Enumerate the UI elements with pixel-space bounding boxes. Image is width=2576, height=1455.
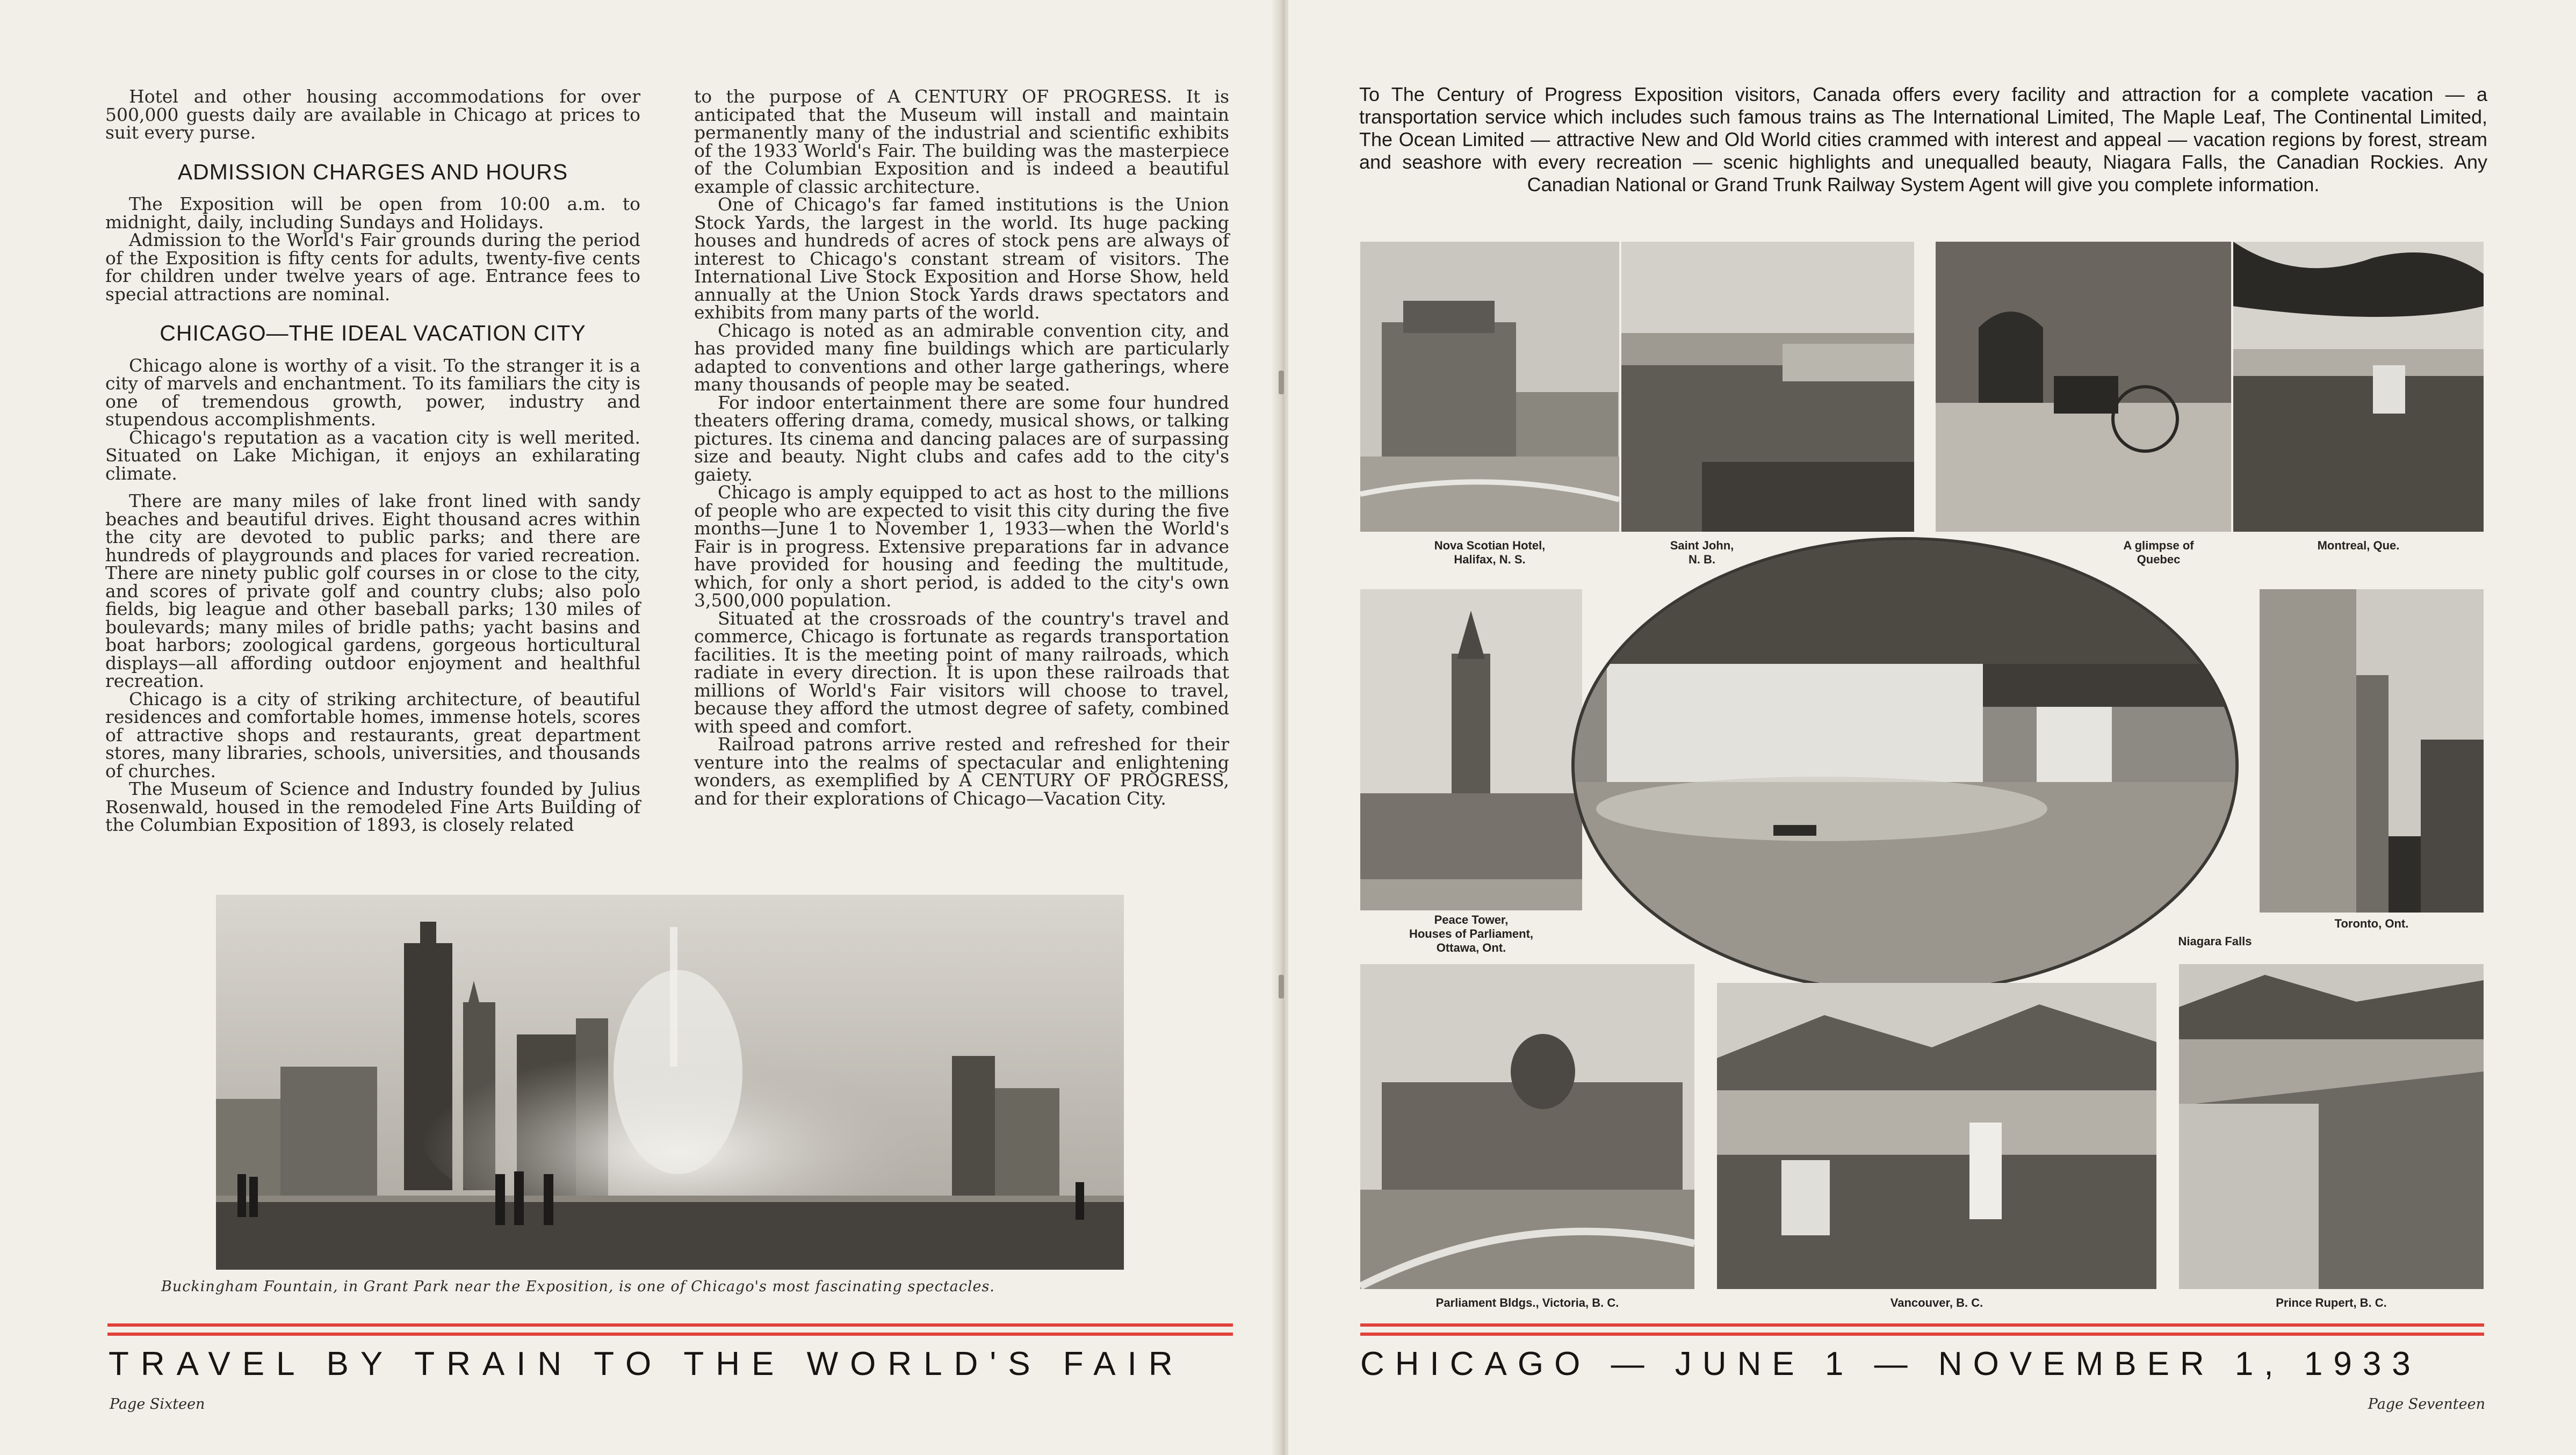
staple-top <box>1279 371 1284 394</box>
fountain-caption: Buckingham Fountain, in Grant Park near the Exposition, is one of Chicago's most fascinating spectacles. <box>161 1278 995 1295</box>
nova-scotian-hotel-photo <box>1360 242 1619 532</box>
caption-victoria: Parliament Bldgs., Victoria, B. C. <box>1435 1296 1619 1309</box>
right-page <box>1288 0 2576 1455</box>
paragraph-open-hours: The Exposition will be open from 10:00 a.m. to midnight, daily, including Sundays and Holidays. <box>105 193 640 233</box>
montreal-photo <box>2233 242 2484 532</box>
red-rule-bottom-right <box>1360 1333 2484 1336</box>
paragraph-hotel: Hotel and other housing accommodations for over 500,000 guests daily are available in Chicago at prices to suit every purse. <box>105 86 640 143</box>
paragraph-reputation: Chicago's reputation as a vacation city is well merited. Situated on Lake Michigan, it enjoys an exhilarating climate. <box>105 426 640 484</box>
paragraph-purpose: to the purpose of A CENTURY OF PROGRESS. It is anticipated that the Museum will install and maintain permanently many of the industrial and scientific exhibits of the 1933 World's Fair. The building was the masterpiece of the Columbian Exposition and is indeed a beautiful example of classic architecture. <box>694 86 1229 197</box>
caption-nova-scotian: Nova Scotian Hotel, Halifax, N. S. <box>1434 539 1546 566</box>
caption-niagara: Niagara Falls <box>2178 935 2252 948</box>
paragraph-lake-front: There are many miles of lake front lined with sandy beaches and beautiful drives. Eight thousand acres within the city are devoted to public parks; and there are hundreds of playgrounds and places for varied recreation. There are ninety public golf courses in or close to the city, and scores of private golf and country clubs; also polo fields, big league and other baseball parks; 130 miles of boulevards; many miles of bridle paths; yacht basins and boat harbors; zoological gardens, gorgeous horticultural displays—all affording outdoor enjoyment and healthful recreation. <box>105 490 640 691</box>
staple-bottom <box>1279 975 1284 998</box>
left-page <box>0 0 1279 1455</box>
red-rule-bottom <box>107 1333 1233 1336</box>
quebec-photo <box>1936 242 2231 532</box>
toronto-photo <box>2260 589 2484 913</box>
paragraph-chicago-alone: Chicago alone is worthy of a visit. To the stranger it is a city of marvels and enchantment. To its familiars the city is one of tremendous growth, power, industry and stupendous accomplishments. <box>105 354 640 430</box>
page-number-right: Page Seventeen <box>2368 1396 2485 1413</box>
saint-john-photo <box>1621 242 1914 532</box>
niagara-falls-photo <box>1571 537 2239 994</box>
caption-montreal: Montreal, Que. <box>2317 539 2400 552</box>
caption-toronto: Toronto, Ont. <box>2334 917 2409 930</box>
prince-rupert-photo <box>2179 964 2484 1289</box>
paragraph-architecture: Chicago is a city of striking architecture, of beautiful residences and comfortable homes, immense hotels, scores of attractive shops and restaurants, great department stores, many libraries, schools, universities, and thousands of churches. <box>105 688 640 781</box>
paragraph-museum: The Museum of Science and Industry founded by Julius Rosenwald, housed in the remodeled Fine Arts Building of the Columbian Exposition of 1893, is closely related <box>105 778 640 835</box>
caption-peace-tower: Peace Tower, Houses of Parliament, Ottawa, Ont. <box>1409 913 1534 954</box>
banner-chicago-dates: CHICAGO — JUNE 1 — NOVEMBER 1, 1933 <box>1360 1345 2421 1382</box>
left-text-column <box>105 88 640 834</box>
heading-vacation-city: CHICAGO—THE IDEAL VACATION CITY <box>160 321 586 345</box>
peace-tower-photo <box>1360 589 1582 910</box>
paragraph-stock-yards: One of Chicago's far famed institutions is the Union Stock Yards, the largest in the world. Its huge packing houses and hundreds of acres of stock pens are always of interest to Chicago's constant stream of visitors. The International Live Stock Exposition and Horse Show, held annually at the Union Stock Yards draws spectators and exhibits from many parts of the world. <box>694 194 1229 323</box>
canada-intro-paragraph: To The Century of Progress Exposition visitors, Canada offers every facility and attraction for a complete vacation — a transportation service which includes such famous trains as The International Limited, The Maple Leaf, The Continental Limited, The Ocean Limited — attractive New and Old World cities crammed with interest and appeal — vacation regions by forest, stream and seashore with every recreation — scenic highlights and unequalled beauty, Niagara Falls, the Canadian Rockies. Any Canadian National or Grand Trunk Railway System Agent will give you complete information. <box>1359 83 2487 196</box>
caption-vancouver: Vancouver, B. C. <box>1890 1296 1983 1309</box>
vancouver-photo <box>1717 983 2156 1289</box>
buckingham-fountain-photo <box>216 895 1124 1270</box>
paragraph-admission: Admission to the World's Fair grounds during the period of the Exposition is fifty cents for adults, twenty-five cents for children under twelve years of age. Entrance fees to special attractions are nominal. <box>105 229 640 305</box>
paragraph-convention: Chicago is noted as an admirable convention city, and has provided many fine buildings which are particularly adapted to conventions and other large gatherings, where many thousands of people may be seated. <box>694 320 1229 395</box>
red-rule-top-right <box>1360 1323 2484 1327</box>
paragraph-host: Chicago is amply equipped to act as host to the millions of people who are expected to visit this city during the five months—June 1 to November 1, 1933—when the World's Fair is in progress. Extensive preparations far in advance have provided for housing and feeding the multitude, which, for only a short period, is added to the city's own 3,500,000 population. <box>694 482 1229 611</box>
paragraph-railroad: Railroad patrons arrive rested and refreshed for their venture into the realms of spectacular and enlightening wonders, as exemplified by A CENTURY OF PROGRESS, and for their explorations of Chicago—Vacation City. <box>694 734 1229 809</box>
right-text-column <box>694 88 1229 807</box>
heading-admission: ADMISSION CHARGES AND HOURS <box>177 159 568 184</box>
banner-travel-by-train: TRAVEL BY TRAIN TO THE WORLD'S FAIR <box>109 1345 1185 1382</box>
victoria-parliament-photo <box>1360 964 1694 1289</box>
page-number-left: Page Sixteen <box>110 1396 205 1413</box>
paragraph-crossroads: Situated at the crossroads of the country's travel and commerce, Chicago is fortunate as regards transportation facilities. It is the meeting point of many railroads, which radiate in every direction. It is upon these railroads that millions of World's Fair visitors will choose to travel, because they afford the utmost degree of safety, combined with speed and comfort. <box>694 607 1229 737</box>
caption-quebec: A glimpse of Quebec <box>2123 539 2194 566</box>
caption-prince-rupert: Prince Rupert, B. C. <box>2276 1296 2387 1309</box>
red-rule-top <box>107 1323 1233 1327</box>
paragraph-indoor: For indoor entertainment there are some four hundred theaters offering drama, comedy, musical shows, or talking pictures. Its cinema and dancing palaces are of surpassing size and beauty. Night clubs and cafes add to the city's gaiety. <box>694 392 1229 485</box>
caption-saint-john: Saint John, N. B. <box>1670 539 1734 566</box>
